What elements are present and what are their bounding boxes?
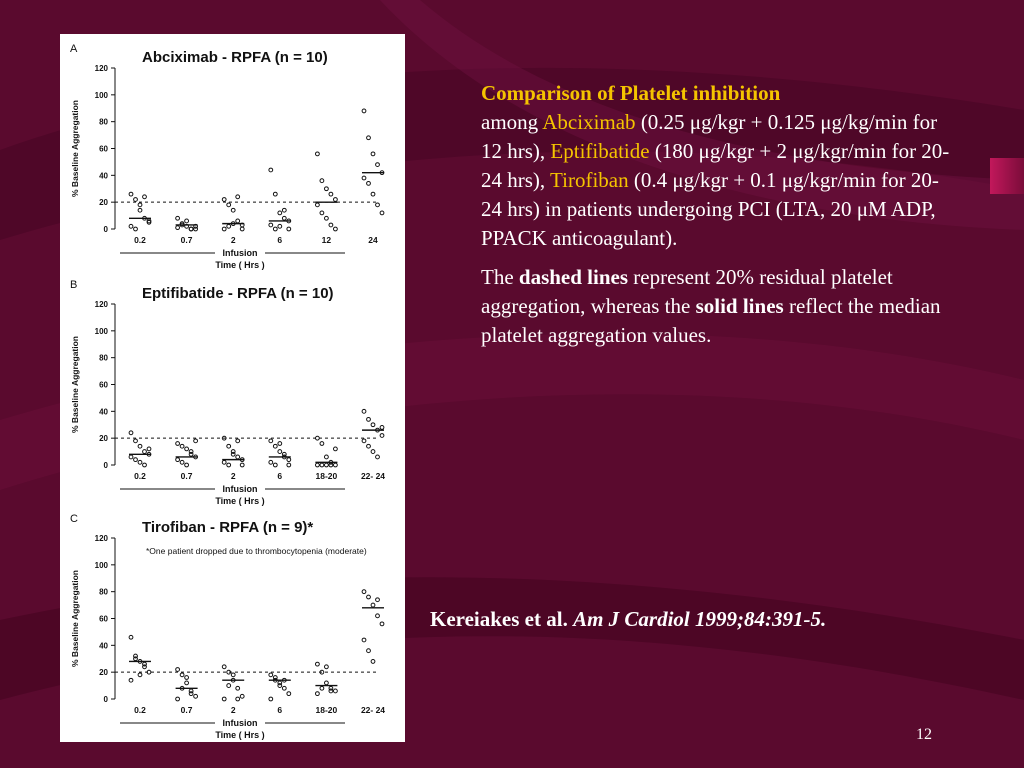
panel-a-data-point: [278, 224, 282, 228]
panel-a-letter: A: [70, 43, 78, 55]
panel-b-data-point: [143, 450, 147, 454]
panel-a-data-point: [316, 203, 320, 207]
panel-a-data-point: [269, 168, 273, 172]
panel-b-x-label-time: Time ( Hrs ): [215, 496, 265, 506]
panel-c-data-point: [269, 697, 273, 701]
panel-a-y-tick-label: 60: [99, 144, 108, 154]
panel-c-data-point: [371, 603, 375, 607]
panel-a-data-point: [227, 224, 231, 228]
panel-c-data-point: [269, 673, 273, 677]
panel-a-data-point: [231, 208, 235, 212]
panel-a-data-point: [227, 203, 231, 207]
panel-a-x-tick-label: 24: [368, 235, 378, 245]
panel-a-data-point: [134, 227, 138, 231]
panel-a-data-point: [269, 223, 273, 227]
panel-a-data-point: [376, 163, 380, 167]
panel-c-x-label-time: Time ( Hrs ): [215, 730, 265, 740]
citation-authors: Kereiakes et al.: [430, 607, 568, 631]
panel-c-data-point: [273, 676, 277, 680]
panel-a-data-point: [282, 216, 286, 220]
panel-c-data-point: [227, 684, 231, 688]
panel-c-data-point: [334, 689, 338, 693]
panel-c-data-point: [282, 686, 286, 690]
panel-b-data-point: [329, 463, 333, 467]
panel-b-data-point: [227, 463, 231, 467]
text-tirofiban-dose: (0.4 μg/kgr + 0.1 μg/kgr/min for 20-24 hrs) in patients undergoing PCI (LTA, 20 μM ADP, PPACK anticoagulant).: [481, 168, 939, 250]
panel-b-data-point: [227, 444, 231, 448]
panel-c-data-point: [367, 595, 371, 599]
panel-a-data-point: [129, 192, 133, 196]
panel-b-data-point: [362, 409, 366, 413]
panel-b-data-point: [176, 442, 180, 446]
panel-b-data-point: [362, 439, 366, 443]
panel-b-data-point: [129, 431, 133, 435]
panel-a-data-point: [362, 176, 366, 180]
panel-b-y-tick-label: 120: [94, 300, 108, 309]
panel-b-data-point: [273, 444, 277, 448]
panel-b-data-point: [316, 463, 320, 467]
drug-tirofiban: Tirofiban: [550, 168, 629, 192]
panel-c-data-point: [176, 697, 180, 701]
paragraph-lines: [481, 263, 951, 350]
panel-b-data-point: [185, 463, 189, 467]
panel-a-data-point: [176, 226, 180, 230]
panel-a-data-point: [236, 195, 240, 199]
panel-c-data-point: [371, 660, 375, 664]
panel-c-data-point: [231, 673, 235, 677]
panel-c-data-point: [236, 697, 240, 701]
panel-a-y-tick-label: 40: [99, 171, 108, 181]
panel-b-data-point: [185, 447, 189, 451]
panel-b-data-point: [240, 463, 244, 467]
heading-text: Comparison of Platelet inhibition: [481, 81, 781, 105]
panel-a-x-tick-label: 2: [230, 235, 236, 245]
panel-b-data-point: [367, 444, 371, 448]
panel-b-data-point: [380, 426, 384, 430]
panel-b-data-point: [282, 452, 286, 456]
panel-b-data-point: [236, 439, 240, 443]
panel-c-data-point: [287, 692, 291, 696]
panel-a-data-point: [334, 198, 338, 202]
panel-a-data-point: [282, 208, 286, 212]
panel-b-data-point: [380, 434, 384, 438]
panel-b-x-tick-label: 6: [277, 471, 283, 481]
panel-c-y-tick-label: 0: [103, 695, 108, 704]
panel-a-data-point: [325, 187, 329, 191]
paragraph-comparison: [481, 79, 951, 253]
panel-a-data-point: [222, 227, 226, 231]
panel-c-data-point: [143, 662, 147, 666]
panel-b-data-point: [325, 455, 329, 459]
panel-c-y-tick-label: 120: [94, 534, 108, 543]
panel-a-x-label: Infusion: [222, 248, 258, 258]
figure-panel: [60, 34, 405, 742]
panel-b-data-point: [134, 458, 138, 462]
panel-c-x-tick-label: 18-20: [315, 705, 338, 715]
panel-b-x-tick-label: 0.7: [180, 471, 193, 481]
panel-b-y-tick-label: 20: [99, 434, 108, 444]
panel-b-x-tick-label: 0.2: [134, 471, 146, 481]
panel-b-data-point: [269, 439, 273, 443]
panel-c-data-point: [134, 657, 138, 661]
panel-b-y-tick-label: 60: [99, 380, 108, 390]
panel-b-y-tick-label: 40: [99, 407, 108, 417]
text-the: The: [481, 265, 519, 289]
panel-c-data-point: [129, 635, 133, 639]
panel-c-data-point: [367, 649, 371, 653]
panel-a-data-point: [316, 152, 320, 156]
page-number: 12: [916, 726, 932, 743]
dashed-lines-term: dashed lines: [518, 265, 629, 289]
panel-a-data-point: [367, 136, 371, 140]
panel-c-x-tick-label: 0.7: [180, 705, 193, 715]
panel-a-data-point: [320, 179, 324, 183]
panel-a-data-point: [371, 192, 375, 196]
panel-a-data-point: [129, 224, 133, 228]
panel-c-data-point: [176, 668, 180, 672]
panel-b-x-tick-label: 2: [230, 471, 236, 481]
panel-c-x-tick-label: 22- 24: [360, 705, 386, 715]
panel-a-data-point: [329, 192, 333, 196]
panel-a-data-point: [367, 181, 371, 185]
panel-a-y-tick-label: 100: [94, 90, 108, 100]
panel-b-data-point: [231, 452, 235, 456]
panel-b-y-label: % Baseline Aggregation: [70, 336, 80, 433]
panel-b-x-label: Infusion: [222, 484, 258, 494]
panel-a-data-point: [138, 208, 142, 212]
panel-b-y-tick-label: 100: [94, 326, 108, 336]
panel-b-data-point: [180, 460, 184, 464]
panel-b-title: Eptifibatide - RPFA (n = 10): [142, 285, 334, 302]
drug-abciximab: Abciximab: [542, 110, 636, 134]
text-among: among: [481, 110, 543, 134]
panel-a-data-point: [320, 211, 324, 215]
panel-a-data-point: [380, 211, 384, 215]
scatter-figure: [60, 34, 405, 742]
panel-c-data-point: [329, 689, 333, 693]
panel-c-data-point: [194, 694, 198, 698]
panel-a-data-point: [240, 227, 244, 231]
panel-a-data-point: [278, 211, 282, 215]
panel-c-data-point: [185, 676, 189, 680]
panel-b-data-point: [189, 450, 193, 454]
panel-c-title: Tirofiban - RPFA (n = 9)*: [142, 519, 314, 536]
panel-c-data-point: [325, 681, 329, 685]
panel-b-data-point: [367, 417, 371, 421]
panel-a-data-point: [134, 198, 138, 202]
panel-a-x-tick-label: 0.7: [180, 235, 193, 245]
panel-c-y-tick-label: 60: [99, 614, 108, 624]
panel-c-data-point: [138, 673, 142, 677]
panel-b-data-point: [334, 463, 338, 467]
panel-a-y-tick-label: 80: [99, 117, 108, 127]
panel-b-data-point: [236, 455, 240, 459]
panel-c-note: *One patient dropped due to thrombocytopenia (moderate): [146, 546, 367, 556]
panel-a-y-tick-label: 20: [99, 198, 108, 208]
panel-a-data-point: [376, 203, 380, 207]
panel-b-data-point: [222, 460, 226, 464]
panel-b-data-point: [134, 439, 138, 443]
panel-b-data-point: [325, 463, 329, 467]
panel-a-data-point: [362, 109, 366, 113]
citation-journal: Am J Cardiol 1999;84:391-5.: [573, 607, 827, 631]
panel-b-x-tick-label: 18-20: [315, 471, 338, 481]
description-text: [481, 79, 951, 360]
panel-b-data-point: [194, 439, 198, 443]
text-abciximab-dose: (0.25 μg/kgr + 0.125 μg/kg/min for 12 hrs),: [481, 110, 938, 163]
panel-b-data-point: [143, 463, 147, 467]
panel-b-data-point: [371, 450, 375, 454]
panel-c-letter: C: [70, 513, 78, 525]
panel-c-x-tick-label: 6: [277, 705, 283, 715]
panel-c-data-point: [185, 681, 189, 685]
panel-a-x-tick-label: 6: [277, 235, 283, 245]
panel-b-data-point: [278, 450, 282, 454]
panel-c-data-point: [189, 692, 193, 696]
text-represent: represent 20% residual platelet aggregation, whereas the: [481, 265, 893, 318]
panel-b-y-tick-label: 0: [103, 461, 108, 470]
panel-c-y-tick-label: 40: [99, 641, 108, 651]
panel-b-data-point: [320, 442, 324, 446]
panel-a-data-point: [371, 152, 375, 156]
panel-a-y-label: % Baseline Aggregation: [70, 100, 80, 197]
drug-eptifibatide: Eptifibatide: [550, 139, 650, 163]
panel-b-letter: B: [70, 279, 78, 291]
panel-a-x-label-time: Time ( Hrs ): [215, 260, 265, 270]
panel-c-data-point: [180, 673, 184, 677]
panel-b-data-point: [278, 442, 282, 446]
panel-a-data-point: [189, 227, 193, 231]
panel-c-data-point: [380, 622, 384, 626]
panel-b-data-point: [273, 463, 277, 467]
panel-c-y-tick-label: 20: [99, 668, 108, 678]
panel-a-data-point: [222, 198, 226, 202]
panel-c-y-tick-label: 100: [94, 560, 108, 570]
panel-c-data-point: [376, 614, 380, 618]
panel-b-data-point: [129, 455, 133, 459]
panel-a-y-tick-label: 120: [94, 64, 108, 73]
solid-lines-term: solid lines: [695, 294, 784, 318]
panel-c-data-point: [236, 686, 240, 690]
panel-b-data-point: [269, 460, 273, 464]
panel-a-data-point: [334, 227, 338, 231]
panel-a-data-point: [138, 203, 142, 207]
panel-c-data-point: [222, 665, 226, 669]
panel-a-y-tick-label: 0: [103, 225, 108, 234]
citation: [430, 607, 826, 632]
panel-b-data-point: [138, 460, 142, 464]
panel-c-y-label: % Baseline Aggregation: [70, 570, 80, 667]
panel-a-title: Abciximab - RPFA (n = 10): [142, 49, 328, 66]
panel-a-data-point: [329, 223, 333, 227]
text-reflect: reflect the median platelet aggregation values.: [481, 294, 941, 347]
panel-b-data-point: [334, 447, 338, 451]
panel-a-x-tick-label: 12: [321, 235, 332, 245]
panel-b-data-point: [316, 436, 320, 440]
panel-a-data-point: [185, 219, 189, 223]
side-tab-decoration: [990, 158, 1024, 194]
panel-c-data-point: [362, 638, 366, 642]
text-eptifibatide-dose: (180 μg/kgr + 2 μg/kgr/min for 20-24 hrs),: [481, 139, 950, 192]
panel-a-data-point: [325, 216, 329, 220]
panel-a-x-tick-label: 0.2: [134, 235, 146, 245]
panel-a-data-point: [273, 192, 277, 196]
panel-c-data-point: [325, 665, 329, 669]
panel-b-data-point: [176, 458, 180, 462]
panel-c-y-tick-label: 80: [99, 587, 108, 597]
panel-c-data-point: [240, 694, 244, 698]
panel-c-x-tick-label: 0.2: [134, 705, 146, 715]
panel-b-data-point: [376, 455, 380, 459]
panel-b-data-point: [287, 458, 291, 462]
panel-c-data-point: [316, 692, 320, 696]
panel-c-data-point: [376, 598, 380, 602]
panel-a-data-point: [143, 195, 147, 199]
panel-c-data-point: [278, 684, 282, 688]
panel-a-data-point: [236, 219, 240, 223]
panel-c-data-point: [129, 678, 133, 682]
panel-c-data-point: [320, 686, 324, 690]
panel-c-data-point: [222, 697, 226, 701]
panel-b-data-point: [147, 447, 151, 451]
panel-b-x-tick-label: 22- 24: [360, 471, 386, 481]
panel-c-x-tick-label: 2: [230, 705, 236, 715]
panel-a-data-point: [287, 227, 291, 231]
panel-c-data-point: [362, 590, 366, 594]
panel-b-data-point: [371, 423, 375, 427]
panel-b-data-point: [320, 463, 324, 467]
panel-b-data-point: [180, 444, 184, 448]
panel-b-data-point: [287, 463, 291, 467]
panel-a-data-point: [273, 227, 277, 231]
panel-b-data-point: [138, 444, 142, 448]
panel-c-data-point: [316, 662, 320, 666]
panel-c-x-label: Infusion: [222, 718, 258, 728]
panel-b-y-tick-label: 80: [99, 353, 108, 363]
panel-a-data-point: [176, 216, 180, 220]
